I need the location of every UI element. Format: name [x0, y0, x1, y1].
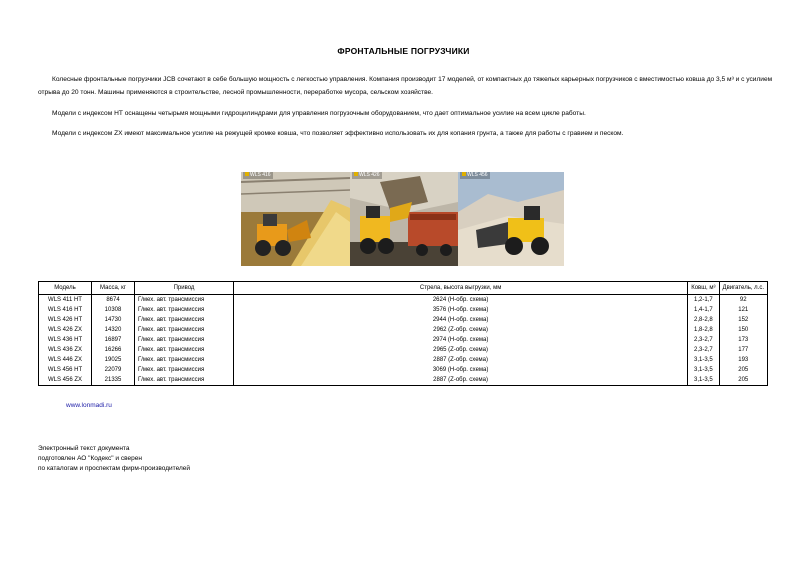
cell-model: WLS 456 ZX	[39, 375, 92, 386]
cell-drive: Г/мех. авт. трансмиссия	[135, 325, 234, 335]
footer-line: по каталогам и проспектам фирм-производителей	[38, 464, 191, 472]
footer-line: подготовлен АО "Кодекс" и сверен	[38, 454, 142, 462]
cell-model: WLS 456 HT	[39, 365, 92, 375]
page-title: ФРОНТАЛЬНЫЕ ПОГРУЗЧИКИ	[337, 46, 470, 56]
cell-bucket: 2,8-2,8	[688, 315, 719, 325]
cell-engine: 193	[719, 355, 767, 365]
cell-mass: 21335	[92, 375, 135, 386]
cell-bucket: 3,1-3,5	[688, 375, 719, 386]
col-drive: Привод	[135, 282, 234, 295]
caption-marker-icon	[462, 172, 466, 176]
col-engine: Двигатель, л.с.	[719, 282, 767, 295]
cell-boom: 2624 (Н-обр. схема)	[234, 295, 688, 306]
cell-drive: Г/мех. авт. трансмиссия	[135, 335, 234, 345]
table-row	[39, 355, 768, 365]
table-row	[39, 345, 768, 355]
table-row	[39, 315, 768, 325]
cell-bucket: 2,3-2,7	[688, 345, 719, 355]
col-boom: Стрела, высота выгрузки, мм	[234, 282, 688, 295]
table-row	[39, 375, 768, 386]
table-row	[39, 335, 768, 345]
cell-engine: 205	[719, 375, 767, 386]
cell-mass: 14320	[92, 325, 135, 335]
cell-bucket: 1,2-1,7	[688, 295, 719, 306]
cell-model: WLS 436 HT	[39, 335, 92, 345]
photo-caption: WLS 416	[243, 172, 273, 179]
cell-model: WLS 426 ZX	[39, 325, 92, 335]
intro-paragraph: Колесные фронтальные погрузчики JCB сочетают в себе большую мощность с легкостью управления. Компания производит 17 моделей, от компактных до тяжелых карьерных погрузчиков с вместимостью ковша до 3,5 м³ и с усилием отрыва до 20 тонн. Машины применяются в строительстве, лесной промышленности, переработке мусора, сельском хозяйстве.	[38, 76, 773, 96]
cell-model: WLS 416 HT	[39, 305, 92, 315]
footer-line: Электронный текст документа	[38, 445, 130, 452]
specs-table	[38, 281, 768, 386]
cell-boom: 2962 (Z-обр. схема)	[234, 325, 688, 335]
cell-drive: Г/мех. авт. трансмиссия	[135, 365, 234, 375]
cell-model: WLS 436 ZX	[39, 345, 92, 355]
cell-boom: 2887 (Z-обр. схема)	[234, 355, 688, 365]
zx-models-paragraph: Модели с индексом ZX имеют максимальное усилие на режущей кромке ковша, что позволяет эффективно использовать их для копания грунта, а также для работы с гравием и песком.	[52, 130, 624, 137]
cell-drive: Г/мех. авт. трансмиссия	[135, 315, 234, 325]
table-row	[39, 295, 768, 306]
cell-engine: 152	[719, 315, 767, 325]
caption-marker-icon	[245, 172, 249, 176]
cell-model: WLS 411 HT	[39, 295, 92, 306]
cell-mass: 16897	[92, 335, 135, 345]
cell-mass: 10308	[92, 305, 135, 315]
cell-drive: Г/мех. авт. трансмиссия	[135, 295, 234, 306]
loader-photos-strip	[241, 172, 564, 266]
cell-mass: 19025	[92, 355, 135, 365]
footer-note	[38, 444, 190, 473]
caption-marker-icon	[354, 172, 358, 176]
col-mass: Масса, кг	[92, 282, 135, 295]
photo-loader-warehouse	[241, 172, 350, 266]
cell-model: WLS 446 ZX	[39, 355, 92, 365]
cell-bucket: 3,1-3,5	[688, 355, 719, 365]
cell-engine: 92	[719, 295, 767, 306]
cell-drive: Г/мех. авт. трансмиссия	[135, 355, 234, 365]
cell-boom: 2974 (Н-обр. схема)	[234, 335, 688, 345]
cell-engine: 173	[719, 335, 767, 345]
photo-caption: WLS 456	[460, 172, 490, 179]
cell-engine: 205	[719, 365, 767, 375]
cell-model: WLS 426 HT	[39, 315, 92, 325]
table-header-row	[39, 282, 768, 295]
cell-bucket: 3,1-3,5	[688, 365, 719, 375]
cell-engine: 177	[719, 345, 767, 355]
table-row	[39, 305, 768, 315]
cell-bucket: 1,8-2,8	[688, 325, 719, 335]
cell-mass: 22079	[92, 365, 135, 375]
col-model: Модель	[39, 282, 92, 295]
cell-boom: 2887 (Z-обр. схема)	[234, 375, 688, 386]
website-link[interactable]: www.lonmadi.ru	[66, 402, 112, 409]
cell-drive: Г/мех. авт. трансмиссия	[135, 305, 234, 315]
cell-boom: 3576 (Н-обр. схема)	[234, 305, 688, 315]
cell-bucket: 1,4-1,7	[688, 305, 719, 315]
cell-bucket: 2,3-2,7	[688, 335, 719, 345]
ht-models-paragraph: Модели с индексом НТ оснащены четырьмя мощными гидроцилиндрами для управления погрузочным оборудованием, что дает оптимальное усилие на всем цикле работы.	[52, 110, 586, 117]
cell-engine: 150	[719, 325, 767, 335]
cell-engine: 121	[719, 305, 767, 315]
cell-boom: 2944 (Н-обр. схема)	[234, 315, 688, 325]
table-row	[39, 365, 768, 375]
cell-drive: Г/мех. авт. трансмиссия	[135, 345, 234, 355]
cell-mass: 8674	[92, 295, 135, 306]
photo-caption: WLS 426	[352, 172, 382, 179]
cell-mass: 16266	[92, 345, 135, 355]
cell-boom: 3069 (Н-обр. схема)	[234, 365, 688, 375]
photo-loader-truck	[350, 172, 458, 266]
cell-boom: 2965 (Z-обр. схема)	[234, 345, 688, 355]
col-bucket: Ковш, м³	[688, 282, 719, 295]
table-row	[39, 325, 768, 335]
cell-drive: Г/мех. авт. трансмиссия	[135, 375, 234, 386]
cell-mass: 14730	[92, 315, 135, 325]
photo-loader-quarry	[458, 172, 564, 266]
